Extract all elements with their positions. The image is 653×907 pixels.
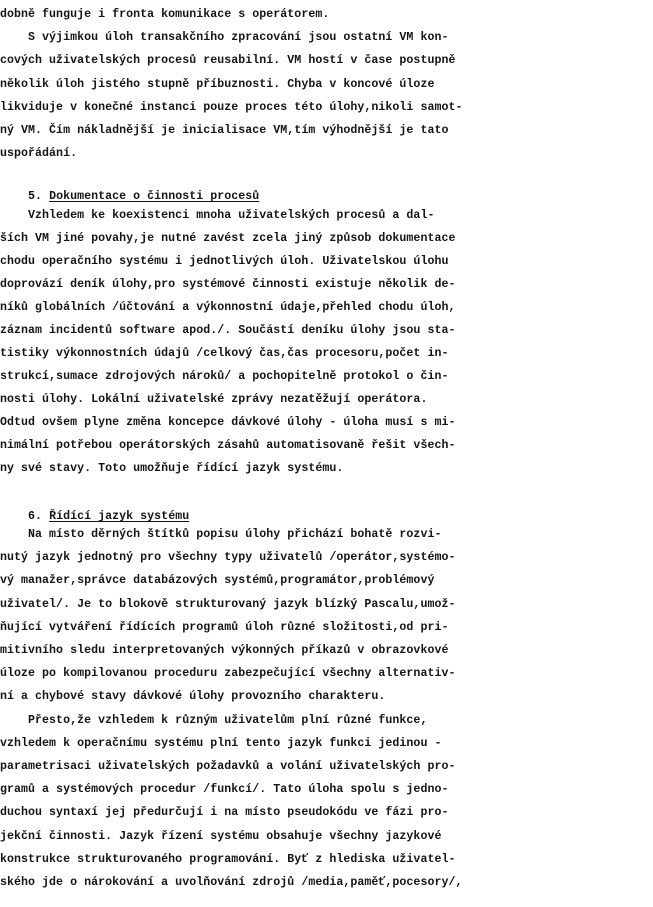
text-line: ny své stavy. Toto umožňuje řídící jazyk systému.: [0, 462, 344, 475]
text-line: jekční činnosti. Jazyk řízení systému obsahuje všechny jazykové: [0, 829, 442, 843]
section-6-number: 6.: [28, 510, 43, 523]
section-6-title: Řídící jazyk systému: [49, 510, 190, 523]
text-line: dobně funguje i fronta komunikace s operátorem.: [0, 8, 330, 21]
text-line: duchou syntaxí jej předurčují i na místo pseudokódu ve fázi pro-: [0, 806, 449, 820]
text-line: vzhledem k operačnímu systému plní tento jazyk funkci jedinou -: [0, 736, 442, 750]
text-line: vý manažer,správce databázových systémů,programátor,problémový: [0, 574, 435, 588]
text-line: gramů a systémových procedur /funkcí/. Tato úloha spolu s jedno-: [0, 783, 449, 797]
text-line: cových uživatelských procesů reusabilní. VM hostí v čase postupně: [0, 54, 456, 68]
text-line: Přesto,že vzhledem k různým uživatelům plní různé funkce,: [0, 713, 428, 727]
text-line: ského jde o nárokování a uvolňování zdrojů /media,paměť,pocesory/,: [0, 876, 463, 889]
section-5-number: 5.: [28, 190, 43, 203]
text-line: doprovází deník úlohy,pro systémové činnosti existuje několik de-: [0, 278, 456, 291]
text-line: ňující vytváření řídících programů úloh různé složitosti,od pri-: [0, 620, 449, 634]
text-line: S výjimkou úloh transakčního zpracování jsou ostatní VM kon-: [0, 31, 449, 45]
text-line: konstrukce strukturovaného programování. Byť z hlediska uživatel-: [0, 852, 456, 866]
text-line: několik úloh jistého stupně příbuznosti. Chyba v koncové úloze: [0, 77, 435, 91]
section-5-title: Dokumentace o činnosti procesů: [49, 190, 260, 203]
text-line: záznam incidentů software apod./. Součástí deníku úlohy jsou sta-: [0, 324, 456, 337]
text-line: likviduje v konečné instanci pouze proces této úlohy,nikoli samot-: [0, 100, 463, 114]
text-line: nimální potřebou operátorských zásahů automatisovaně řešit všech-: [0, 439, 456, 452]
text-line: mitivního sledu interpretovaných výkonných příkazů v obrazovkové: [0, 644, 449, 657]
text-line: chodu operačního systému i jednotlivých úloh. Uživatelskou úlohu: [0, 255, 449, 268]
text-line: ších VM jiné povahy,je nutné zavést zcela jiný způsob dokumentace: [0, 232, 456, 245]
text-line: ný VM. Čím nákladnější je inicialisace VM,tím výhodnější je tato: [0, 124, 449, 137]
text-line: uspořádání.: [0, 147, 78, 161]
text-line: níků globálních /účtování a výkonnostní údaje,přehled chodu úloh,: [0, 301, 456, 314]
text-line: strukcí,sumace zdrojových nároků/ a pochopitelně protokol o čin-: [0, 370, 449, 383]
text-line: nosti úlohy. Lokální uživatelské zprávy nezatěžují operátora.: [0, 393, 428, 406]
text-line: nutý jazyk jednotný pro všechny typy uživatelů /operátor,systémo-: [0, 551, 456, 565]
text-line: uživatel/. Je to blokově strukturovaný jazyk blízký Pascalu,umož-: [0, 597, 456, 611]
text-line: Na místo děrných štítků popisu úlohy přichází bohatě rozvi-: [0, 528, 442, 541]
text-line: tistiky výkonnostních údajů /celkový čas,čas procesoru,počet in-: [0, 347, 449, 360]
text-line: Odtud ovšem plyne změna koncepce dávkové úlohy - úloha musí s mi-: [0, 416, 456, 429]
text-line: Vzhledem ke koexistenci mnoha uživatelských procesů a dal-: [0, 209, 435, 222]
text-line: úloze po kompilovanou proceduru zabezpečující všechny alternativ-: [0, 667, 456, 681]
text-line: ní a chybové stavy dávkové úlohy provozního charakteru.: [0, 690, 386, 704]
text-line: parametrisaci uživatelských požadavků a volání uživatelských pro-: [0, 760, 456, 773]
